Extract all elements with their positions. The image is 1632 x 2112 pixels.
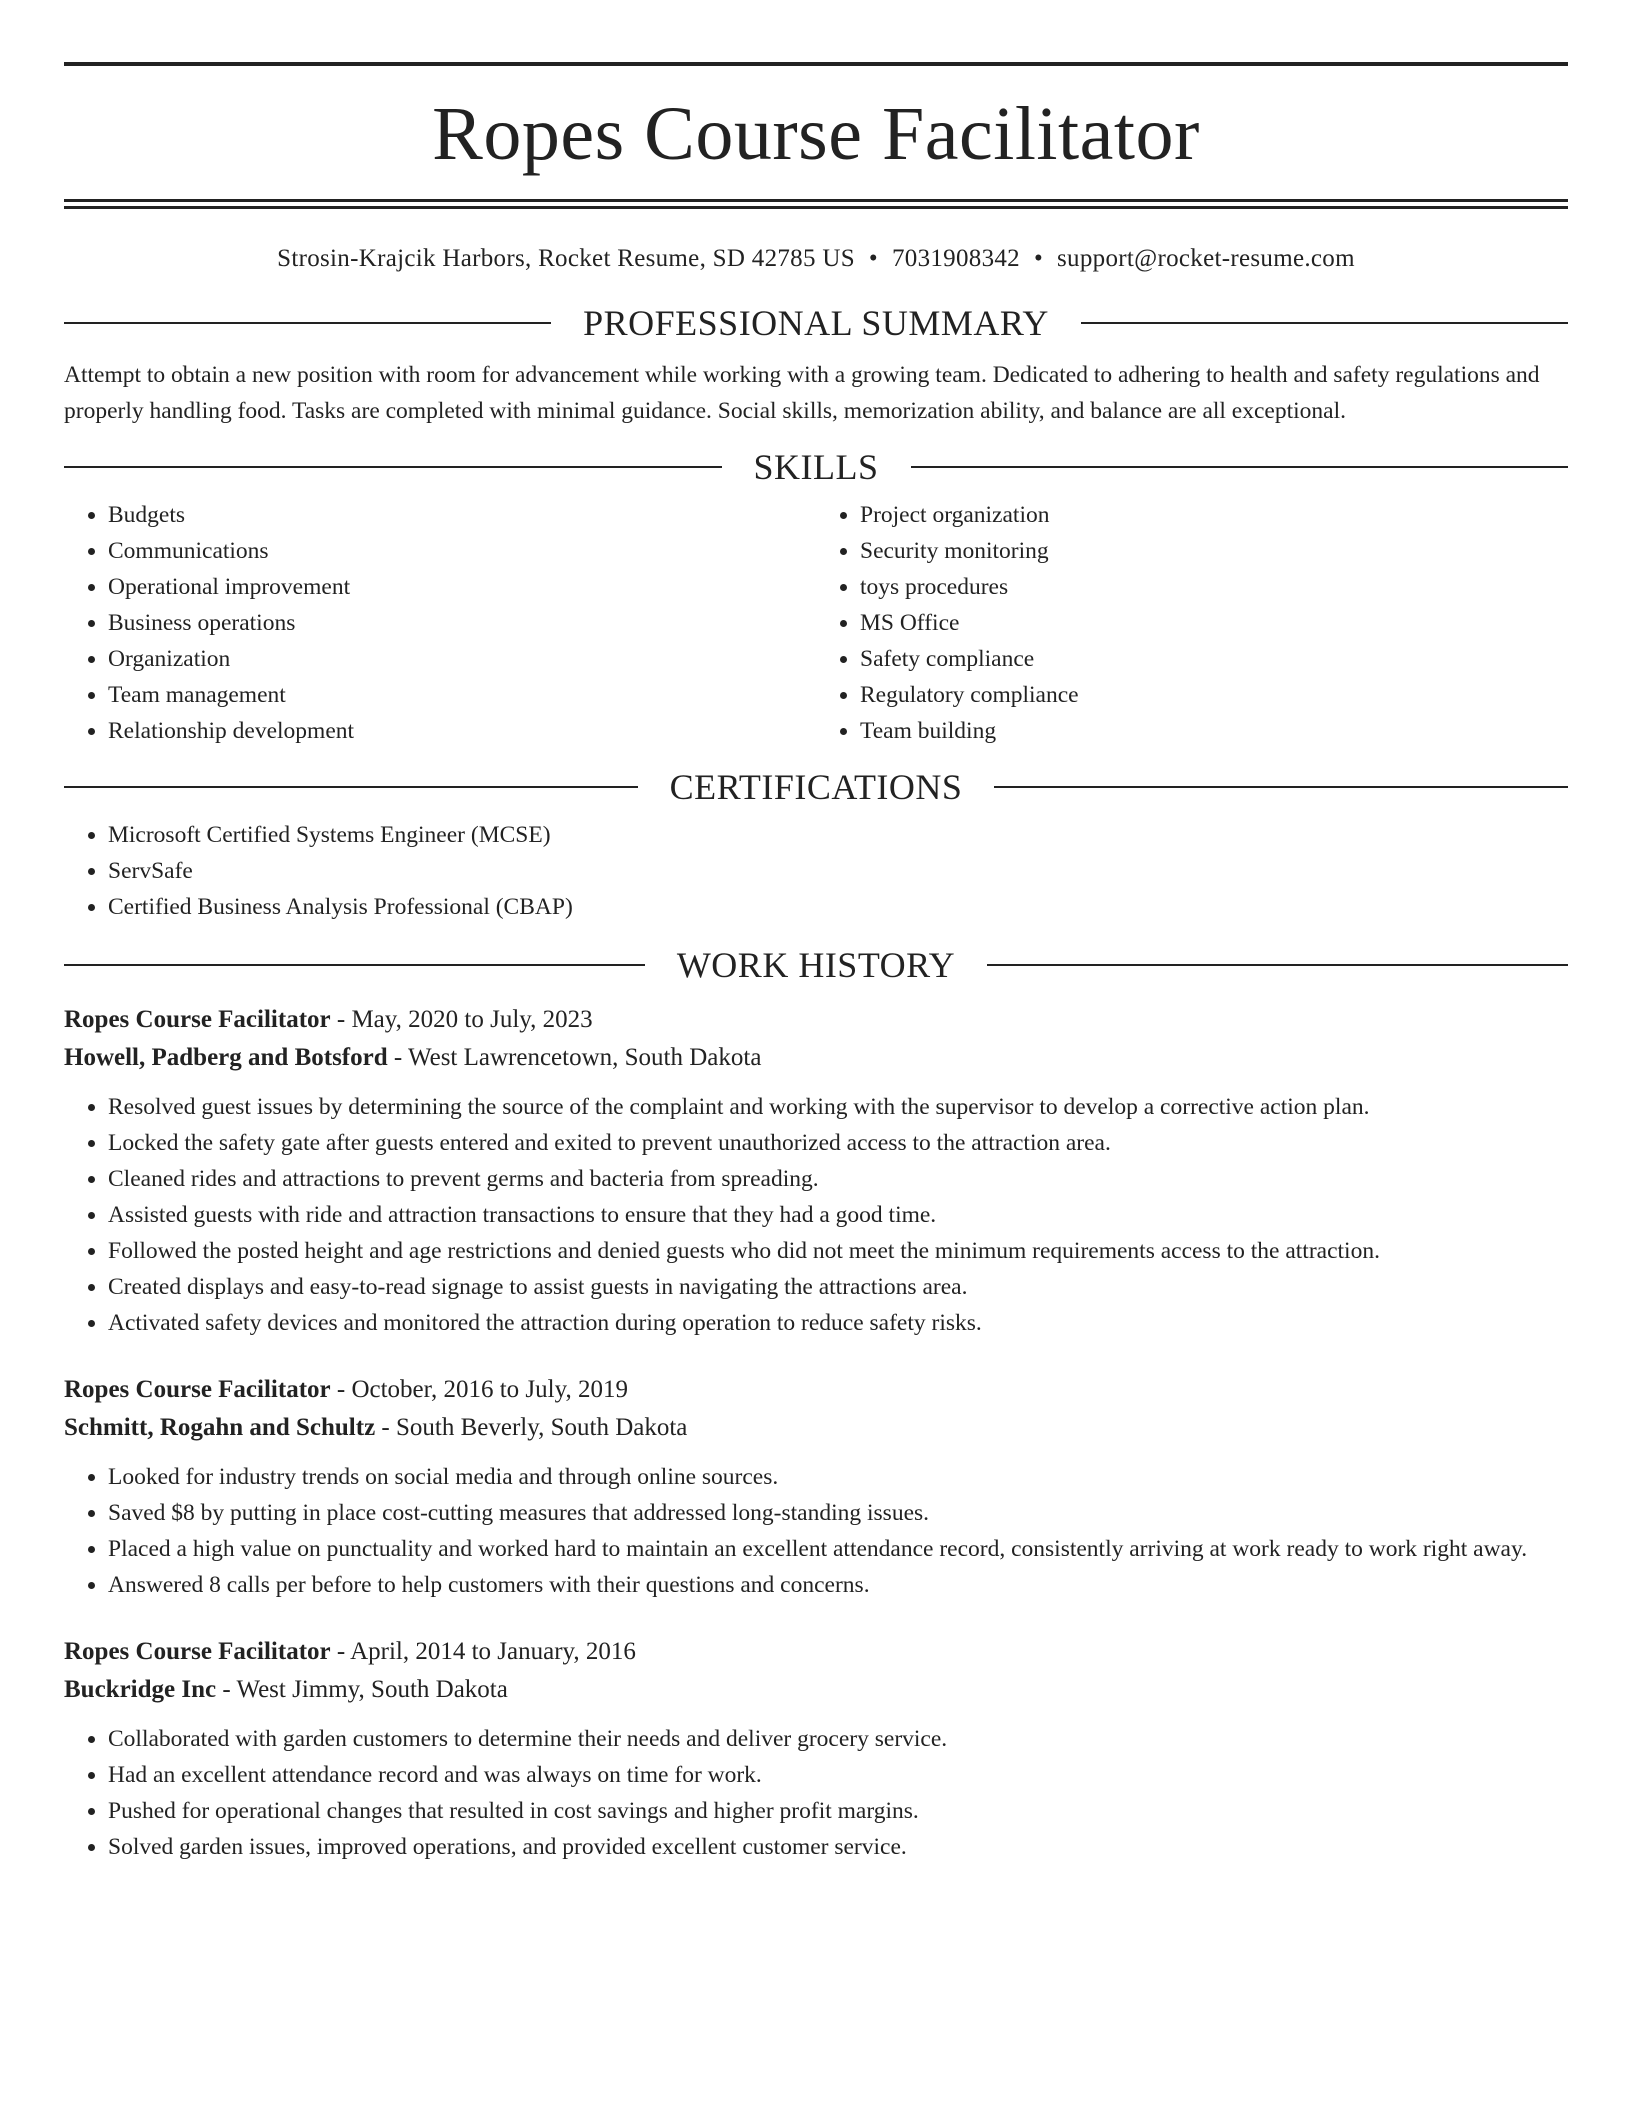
job-bullet: • Locked the safety gate after guests entered and exited to prevent unauthorized access to the attraction area.	[108, 1125, 1568, 1161]
section-heading-summary	[64, 305, 1568, 341]
heading-rule	[64, 964, 645, 966]
job-company-line	[64, 1671, 1568, 1709]
job-title-line	[64, 1633, 1568, 1671]
heading-rule	[64, 786, 638, 788]
job-title-line	[64, 1371, 1568, 1409]
job-bullet: • Pushed for operational changes that resulted in cost savings and higher profit margins.	[108, 1793, 1568, 1829]
job-bullet: • Activated safety devices and monitored the attraction during operation to reduce safety risks.	[108, 1305, 1568, 1341]
job-bullet: • Cleaned rides and attractions to prevent germs and bacteria from spreading.	[108, 1161, 1568, 1197]
job-bullet: • Followed the posted height and age restrictions and denied guests who did not meet the minimum requirements access to the attraction.	[108, 1233, 1568, 1269]
job-bullet: • Resolved guest issues by determining the source of the complaint and working with the supervisor to develop a corrective action plan.	[108, 1089, 1568, 1125]
job-dates: - October, 2016 to July, 2019	[330, 1376, 628, 1403]
job-title-line	[64, 1001, 1568, 1039]
section-title: SKILLS	[753, 447, 879, 487]
heading-rule	[64, 466, 722, 468]
job-company-line	[64, 1039, 1568, 1077]
job-entry	[64, 1371, 1568, 1603]
heading-rule	[994, 786, 1568, 788]
work-history-list	[64, 1001, 1568, 1865]
job-company: Buckridge Inc	[64, 1676, 217, 1703]
job-entry	[64, 1633, 1568, 1865]
section-title: PROFESSIONAL SUMMARY	[583, 303, 1049, 343]
job-dates: - May, 2020 to July, 2023	[330, 1006, 593, 1033]
section-heading-work-history	[64, 947, 1568, 983]
certification-item: • ServSafe	[108, 853, 1568, 889]
skill-item: • Budgets	[108, 497, 816, 533]
section-heading-skills	[64, 449, 1568, 485]
job-bullets	[64, 1459, 1568, 1603]
top-rule	[64, 62, 1568, 66]
job-bullet: • Answered 8 calls per before to help customers with their questions and concerns.	[108, 1567, 1568, 1603]
job-company: Howell, Padberg and Botsford	[64, 1044, 388, 1071]
skill-item: • Team management	[108, 677, 816, 713]
contact-email: support@rocket-resume.com	[1057, 245, 1355, 272]
job-bullet: • Looked for industry trends on social media and through online sources.	[108, 1459, 1568, 1495]
job-dates: - April, 2014 to January, 2016	[330, 1638, 636, 1665]
skill-item: • Team building	[860, 713, 1568, 749]
heading-rule	[64, 322, 551, 324]
job-location: - West Jimmy, South Dakota	[216, 1676, 508, 1703]
job-title: Ropes Course Facilitator	[64, 1006, 331, 1033]
skill-item: • Organization	[108, 641, 816, 677]
job-location: - West Lawrencetown, South Dakota	[387, 1044, 762, 1071]
contact-separator: •	[868, 245, 878, 272]
skill-item: • Project organization	[860, 497, 1568, 533]
job-bullet: • Saved $8 by putting in place cost-cutting measures that addressed long-standing issues.	[108, 1495, 1568, 1531]
resume-page	[64, 62, 1568, 1865]
job-entry	[64, 1001, 1568, 1341]
job-company-line	[64, 1409, 1568, 1447]
contact-separator: •	[1033, 245, 1044, 272]
job-bullets	[64, 1721, 1568, 1865]
title-double-rule	[64, 199, 1568, 209]
skill-item: • Operational improvement	[108, 569, 816, 605]
skill-item: • toys procedures	[860, 569, 1568, 605]
skill-item: • Relationship development	[108, 713, 816, 749]
job-bullet: • Had an excellent attendance record and was always on time for work.	[108, 1757, 1568, 1793]
section-title: WORK HISTORY	[676, 945, 956, 985]
job-location: - South Beverly, South Dakota	[375, 1414, 688, 1441]
heading-rule	[987, 964, 1568, 966]
skill-item: • Safety compliance	[860, 641, 1568, 677]
skill-item: • Business operations	[108, 605, 816, 641]
job-bullet: • Created displays and easy-to-read signage to assist guests in navigating the attractions area.	[108, 1269, 1568, 1305]
job-bullet: • Assisted guests with ride and attraction transactions to ensure that they had a good time.	[108, 1197, 1568, 1233]
job-company: Schmitt, Rogahn and Schultz	[64, 1414, 376, 1441]
skills-list	[64, 497, 1568, 749]
skills-column-right	[816, 497, 1568, 749]
job-title: Ropes Course Facilitator	[64, 1376, 331, 1403]
certification-item: • Certified Business Analysis Professional (CBAP)	[108, 889, 1568, 925]
skills-column-left	[64, 497, 816, 749]
job-bullet: • Collaborated with garden customers to determine their needs and deliver grocery service.	[108, 1721, 1568, 1757]
skill-item: • MS Office	[860, 605, 1568, 641]
contact-line	[64, 245, 1568, 273]
contact-phone: 7031908342	[891, 245, 1020, 272]
certification-item: • Microsoft Certified Systems Engineer (MCSE)	[108, 817, 1568, 853]
summary-text: Attempt to obtain a new position with room for advancement while working with a growing team. Dedicated to adhering to health and safety regulations and properly handling food. Tasks are completed with minimal guidance. Social skills, memorization ability, and balance are all exceptional.	[64, 362, 1540, 424]
certifications-list	[64, 817, 1568, 925]
resume-title: Ropes Course Facilitator	[432, 92, 1200, 176]
heading-rule	[1081, 322, 1568, 324]
section-title: CERTIFICATIONS	[669, 767, 963, 807]
job-bullet: • Solved garden issues, improved operations, and provided excellent customer service.	[108, 1829, 1568, 1865]
skill-item: • Security monitoring	[860, 533, 1568, 569]
skill-item: • Communications	[108, 533, 816, 569]
job-title: Ropes Course Facilitator	[64, 1638, 331, 1665]
heading-rule	[911, 466, 1569, 468]
contact-address: Strosin-Krajcik Harbors, Rocket Resume, SD 42785 US	[277, 245, 855, 272]
job-bullet: • Placed a high value on punctuality and worked hard to maintain an excellent attendance record, consistently arriving at work ready to work right away.	[108, 1531, 1568, 1567]
skill-item: • Regulatory compliance	[860, 677, 1568, 713]
job-bullets	[64, 1089, 1568, 1341]
section-heading-certifications	[64, 769, 1568, 805]
